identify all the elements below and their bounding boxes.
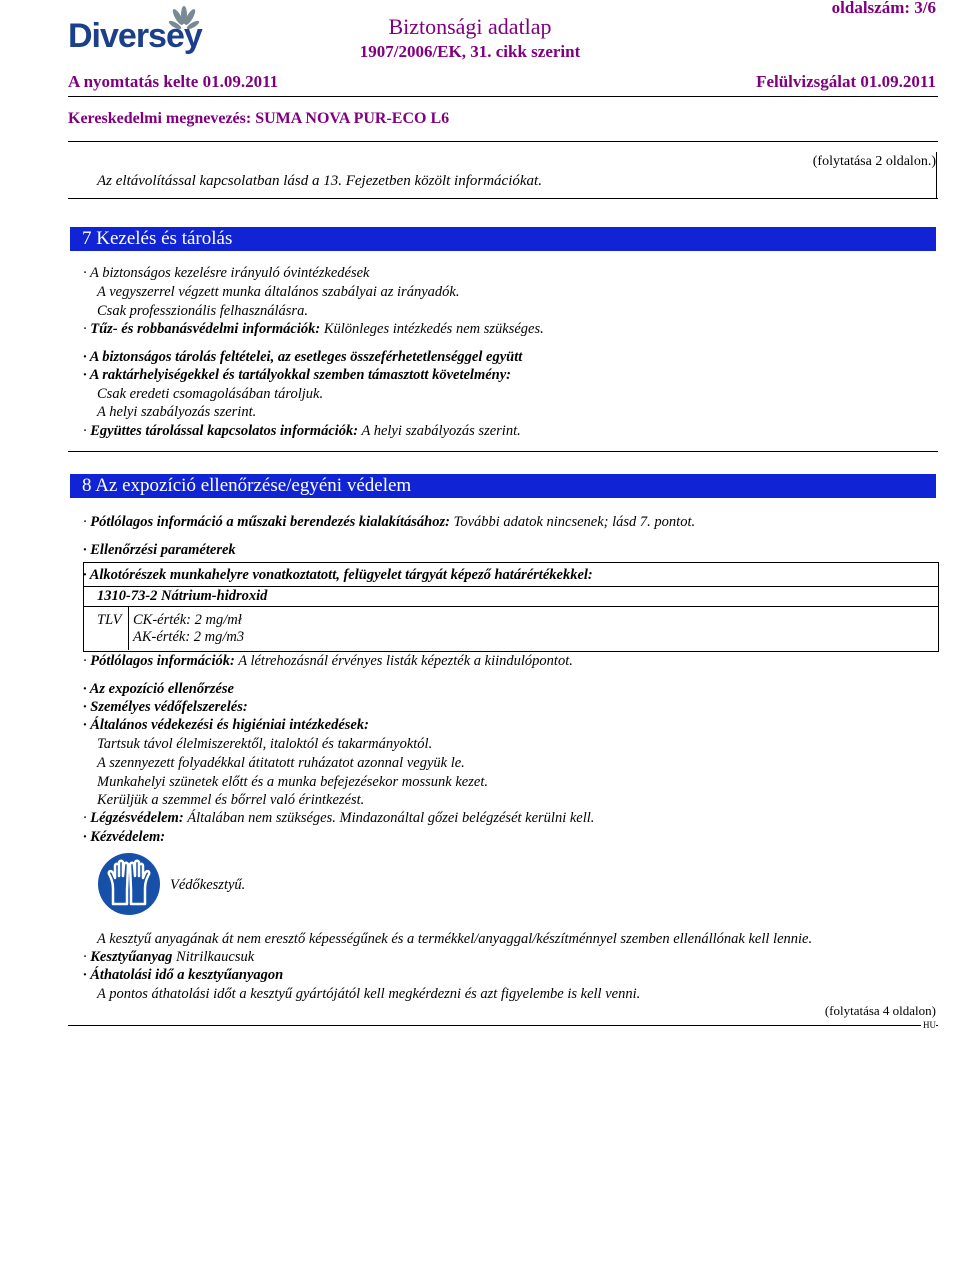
hygiene-line3: Munkahelyi szünetek előtt és a munka befejezésekor mossunk kezet. [97, 774, 488, 790]
safe-handling-line1: A vegyszerrel végzett munka általános szabályai az irányadók. [97, 284, 460, 300]
continuation-divider [68, 198, 938, 199]
penetration-text: A pontos áthatolási időt a kesztyű gyártójától kell megkérdezni és azt figyelembe is kell venni. [97, 986, 641, 1002]
doc-subtitle: 1907/2006/EK, 31. cikk szerint [359, 42, 581, 61]
review-date: Felülvizsgálat 01.09.2011 [756, 72, 936, 91]
removal-note: Az eltávolítással kapcsolatban lásd a 13. Fejezetben közölt információkat. [97, 173, 542, 189]
trade-name: Kereskedelmi megnevezés: SUMA NOVA PUR-ECO L6 [68, 110, 450, 127]
gloves-icon [97, 852, 161, 916]
trade-name-divider [68, 141, 938, 142]
extra-info: · Pótlólagos információk: A létrehozásnál érvényes listák képezték a kiindulópontot. [83, 653, 573, 669]
logo [66, 5, 216, 61]
continued-from: (folytatása 2 oldalon.) [812, 154, 936, 169]
respiratory: · Légzésvédelem: Általában nem szükséges. Mindazonáltal gőzei belégzését kerülni kell. [83, 810, 595, 826]
logo-text: Diversey [68, 17, 202, 55]
print-date: A nyomtatás kelte 01.09.2011 [68, 72, 279, 91]
glove-material: · Kesztyűanyag Nitrilkaucsuk [83, 949, 255, 965]
hygiene-line2: A szennyezett folyadékkal átitatott ruházatot azonnal vegyük le. [97, 755, 465, 771]
hygiene-line1: Tartsuk távol élelmiszerektől, italoktól és takarmányoktól. [97, 736, 433, 752]
storage-line2: A helyi szabályozás szerint. [97, 404, 257, 420]
safe-handling-heading: · A biztonságos kezelésre irányuló óvintézkedések [83, 265, 370, 281]
hygiene-line4: Kerüljük a szemmel és bőrrel való érintkezést. [97, 792, 365, 808]
section7-divider [68, 451, 938, 452]
header-divider [68, 96, 938, 97]
gloves-caption: Védőkesztyű. [170, 877, 246, 893]
tlv-label: TLV [97, 612, 122, 628]
hygiene-heading: · Általános védekezési és higiéniai intézkedések: [83, 717, 369, 733]
footer-divider [68, 1025, 938, 1026]
extra-eng-info: · Pótlólagos információ a műszaki berendezés kialakításához: További adatok nincsenek; lásd 7. pontot. [83, 514, 696, 530]
storage-line1: Csak eredeti csomagolásában tároljuk. [97, 386, 324, 402]
continued-to: (folytatása 4 oldalon) [824, 1003, 936, 1018]
hand-protection: · Kézvédelem: [83, 829, 166, 845]
control-params: · Ellenőrzési paraméterek [83, 542, 236, 558]
joint-storage: · Együttes tárolással kapcsolatos információk: A helyi szabályozás szerint. [83, 423, 521, 439]
penetration-heading: · Áthatolási idő a kesztyűanyagon [83, 967, 284, 983]
limits-heading: · Alkotórészek munkahelyre vonatkoztatott, felügyelet tárgyát képező határértékekkel: [83, 567, 593, 583]
section8-title: 8 Az expozíció ellenőrzése/egyéni védelem [82, 475, 412, 496]
ppe: · Személyes védőfelszerelés: [83, 699, 248, 715]
substance-divider [83, 606, 938, 607]
glove-material-note: A kesztyű anyagának át nem eresztő képességűnek és a termékkel/anyaggal/készítménnyel szemben ellenállónak kell lennie. [97, 931, 813, 947]
ak-value: AK-érték: 2 mg/m3 [133, 629, 245, 645]
section8-header [70, 474, 936, 498]
ck-value: CK-érték: 2 mg/mł [133, 612, 242, 628]
fire-info: · Tűz- és robbanásvédelmi információk: Különleges intézkedés nem szükséges. [83, 321, 544, 337]
tlv-divider [128, 606, 129, 650]
continuation-bar [936, 152, 937, 198]
page-number: oldalszám: 3/6 [831, 0, 936, 17]
section7-header [70, 227, 936, 251]
doc-title: Biztonsági adatlap [388, 14, 552, 39]
safe-handling-line2: Csak professzionális felhasználásra. [97, 303, 308, 319]
section7-title: 7 Kezelés és tárolás [82, 228, 233, 249]
exposure-control: · Az expozíció ellenőrzése [83, 681, 234, 697]
substance: 1310-73-2 Nátrium-hidroxid [97, 588, 268, 604]
storage-req-heading: · A raktárhelyiségekkel és tartályokkal szemben támasztott követelmény: [83, 367, 511, 383]
storage-heading: · A biztonságos tárolás feltételei, az esetleges összeférhetetlenséggel együtt [83, 349, 523, 365]
language-code: HU [923, 1020, 936, 1030]
